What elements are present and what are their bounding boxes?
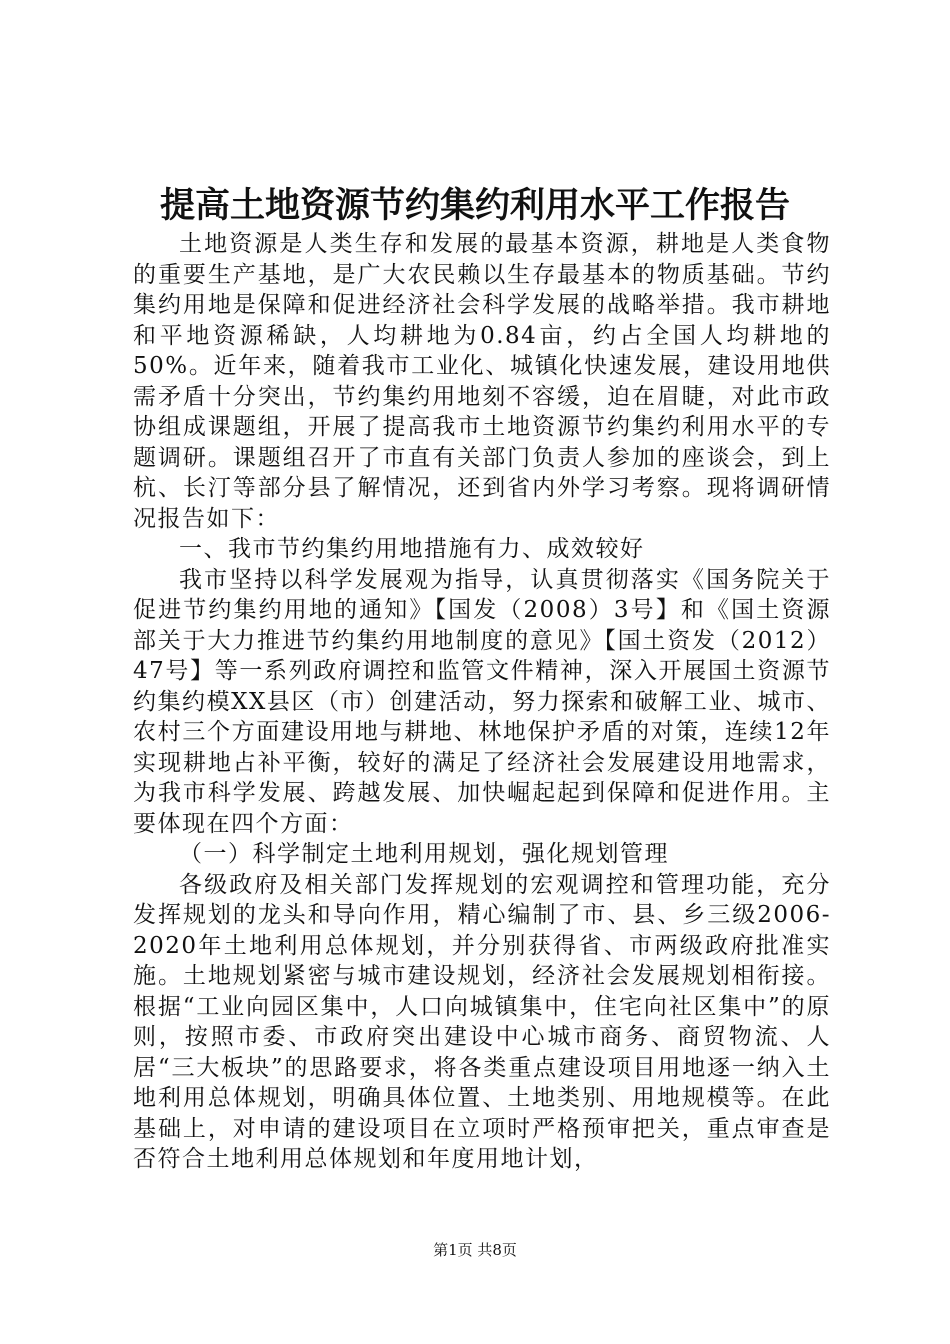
section-heading-1: 一、我市节约集约用地措施有力、成效较好 — [179, 536, 645, 562]
subsection-heading-1: （一）科学制定土地利用规划，强化规划管理 — [179, 841, 669, 867]
document-title: 提高土地资源节约集约利用水平工作报告 — [159, 186, 790, 226]
document-body — [133, 229, 831, 1175]
page-footer: 第1页 共8页 — [433, 1241, 517, 1259]
paragraph-subsection-1: 各级政府及相关部门发挥规划的宏观调控和管理功能，充分发挥规划的龙头和导向作用，精心编制了市、县、乡三级2006-2020年土地利用总体规划，并分别获得省、市两级政府批准实施。土地规划紧密与城市建设规划，经济社会发展规划相衔接。根据“工业向园区集中，人口向城镇集中，住宅向社区集中”的原则，按照市委、市政府突出建设中心城市商务、商贸物流、人居“三大板块”的思路要求，将各类重点建设项目用地逐一纳入土地利用总体规划，明确具体位置、土地类别、用地规模等。在此基础上，对申请的建设项目在立项时严格预审把关，重点审查是否符合土地利用总体规划和年度用地计划， — [133, 871, 831, 1172]
paragraph-section-1: 我市坚持以科学发展观为指导，认真贯彻落实《国务院关于促进节约集约用地的通知》【国发（2008）3号】和《国土资源部关于大力推进节约集约用地制度的意见》【国土资发（2012）47号】等一系列政府调控和监管文件精神，深入开展国土资源节约集约模XX县区（市）创建活动，努力探索和破解工业、城市、农村三个方面建设用地与耕地、林地保护矛盾的对策，连续12年实现耕地占补平衡，较好的满足了经济社会发展建设用地需求，为我市科学发展、跨越发展、加快崛起起到保障和促进作用。主要体现在四个方面： — [133, 566, 831, 837]
paragraph-intro: 土地资源是人类生存和发展的最基本资源，耕地是人类食物的重要生产基地，是广大农民赖以生存最基本的物质基础。节约集约用地是保障和促进经济社会科学发展的战略举措。我市耕地和平地资源稀缺，人均耕地为0.84亩，约占全国人均耕地的50%。近年来，随着我市工业化、城镇化快速发展，建设用地供需矛盾十分突出，节约集约用地刻不容缓，迫在眉睫，对此市政协组成课题组，开展了提高我市土地资源节约集约利用水平的专题调研。课题组召开了市直有关部门负责人参加的座谈会，到上杭、长汀等部分县了解情况，还到省内外学习考察。现将调研情况报告如下： — [133, 231, 831, 532]
